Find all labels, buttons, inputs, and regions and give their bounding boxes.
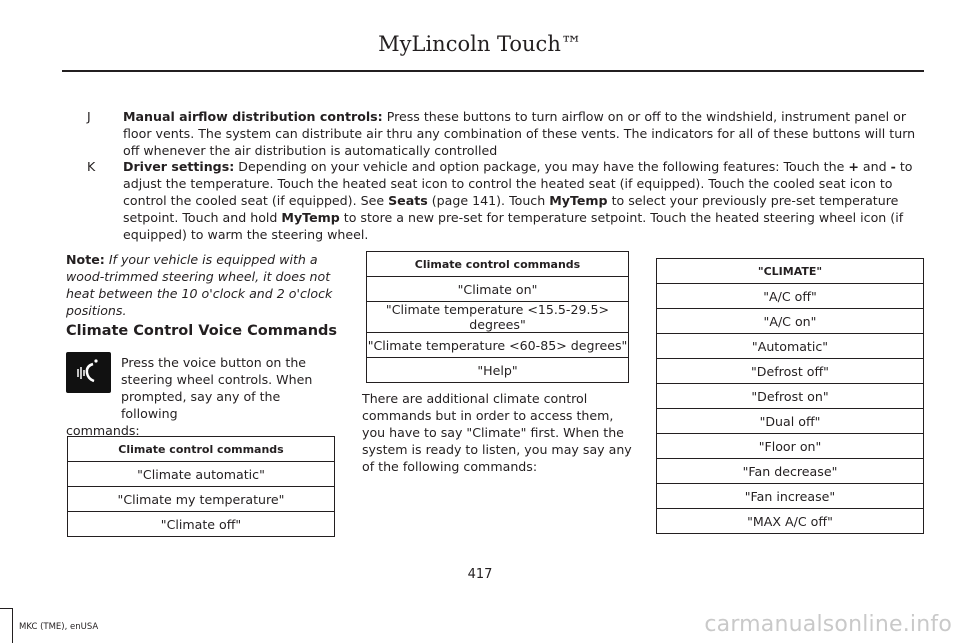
climate-commands-table-2 [366,251,629,383]
table-cell: "Dual off" [657,409,924,434]
table-cell: "Automatic" [657,334,924,359]
table-cell: "Defrost off" [657,359,924,384]
voice-instructions [66,354,338,439]
section-heading: Climate Control Voice Commands [66,323,338,339]
note [66,251,338,319]
definition-letter: J [87,109,91,124]
voice-line: steering wheel controls. When [121,372,313,387]
definition-text: Press these buttons to turn airflow on or off to the windshield, instrument panel or floor vents. The system can distribute air thru any combination of these vents. The indicators for all of these buttons will turn off whenever the air distribution is automatically controlled [123,109,916,158]
definition-text: Depending on your vehicle and option package, you may have the following features: Touch the [234,159,849,174]
table-cell: "Climate automatic" [68,462,335,487]
table-cell: "A/C off" [657,284,924,309]
crop-mark [0,608,12,609]
voice-line: prompted, say any of the following [121,389,281,421]
table-cell: "Fan decrease" [657,459,924,484]
climate-commands-table-1 [67,436,335,537]
table-header: Climate control commands [367,252,629,277]
table-cell: "MAX A/C off" [657,509,924,534]
table-cell: "A/C on" [657,309,924,334]
table-header: Climate control commands [68,437,335,462]
seats-link[interactable]: Seats [388,193,428,208]
page-title: MyLincoln Touch™ [378,32,582,56]
definition-text: and [858,159,891,174]
minus-symbol: - [890,159,896,174]
additional-commands-text: There are additional climate control commands but in order to access them, you have to say "Climate" first. When the system is ready to listen, you may say any of the following commands: [362,391,632,474]
crop-mark [12,608,13,643]
mytemp-term: MyTemp [281,210,340,225]
table-cell: "Climate off" [68,512,335,537]
page-number: 417 [467,567,493,582]
definition-text: (page 141). Touch [427,193,550,208]
table-cell: "Help" [367,358,629,383]
definition-text: to select your previously pre-set temperature setpoint. Touch and hold [123,193,899,225]
definition-text: to adjust the temperature. Touch the heated seat icon to control the heated seat (if equipped). Touch the cooled seat icon to control the cooled seat (if equipped). See [123,159,913,208]
footer-id: MKC (TME), enUSA [19,622,99,632]
table-cell: "Climate on" [367,277,629,302]
voice-line: Press the voice button on the [121,355,307,370]
climate-subcommands-table [656,258,924,534]
mytemp-term: MyTemp [549,193,608,208]
table-cell: "Climate temperature <60-85> degrees" [367,333,629,358]
definition-term: Manual airflow distribution controls: [123,109,383,124]
plus-symbol: + [848,159,859,174]
table-header: "CLIMATE" [657,259,924,284]
table-cell: "Fan increase" [657,484,924,509]
definition-k [70,158,926,243]
table-cell: "Floor on" [657,434,924,459]
note-text: If your vehicle is equipped with a wood-trimmed steering wheel, it does not heat between the 10 o'clock and 2 o'clock positions. [66,252,333,318]
definition-text: to store a new pre-set for temperature setpoint. Touch the heated steering wheel icon (if equipped) to warm the steering wheel. [123,210,904,242]
voice-line: commands: [66,423,140,438]
definition-letter: K [87,159,96,174]
header-divider [62,70,924,72]
watermark: carmanualsonline.info [704,612,952,637]
definition-term: Driver settings: [123,159,235,174]
definition-j [70,108,926,159]
note-label: Note: [66,252,105,267]
table-cell: "Climate my temperature" [68,487,335,512]
table-cell: "Defrost on" [657,384,924,409]
table-cell: "Climate temperature <15.5-29.5> degrees" [367,302,629,333]
